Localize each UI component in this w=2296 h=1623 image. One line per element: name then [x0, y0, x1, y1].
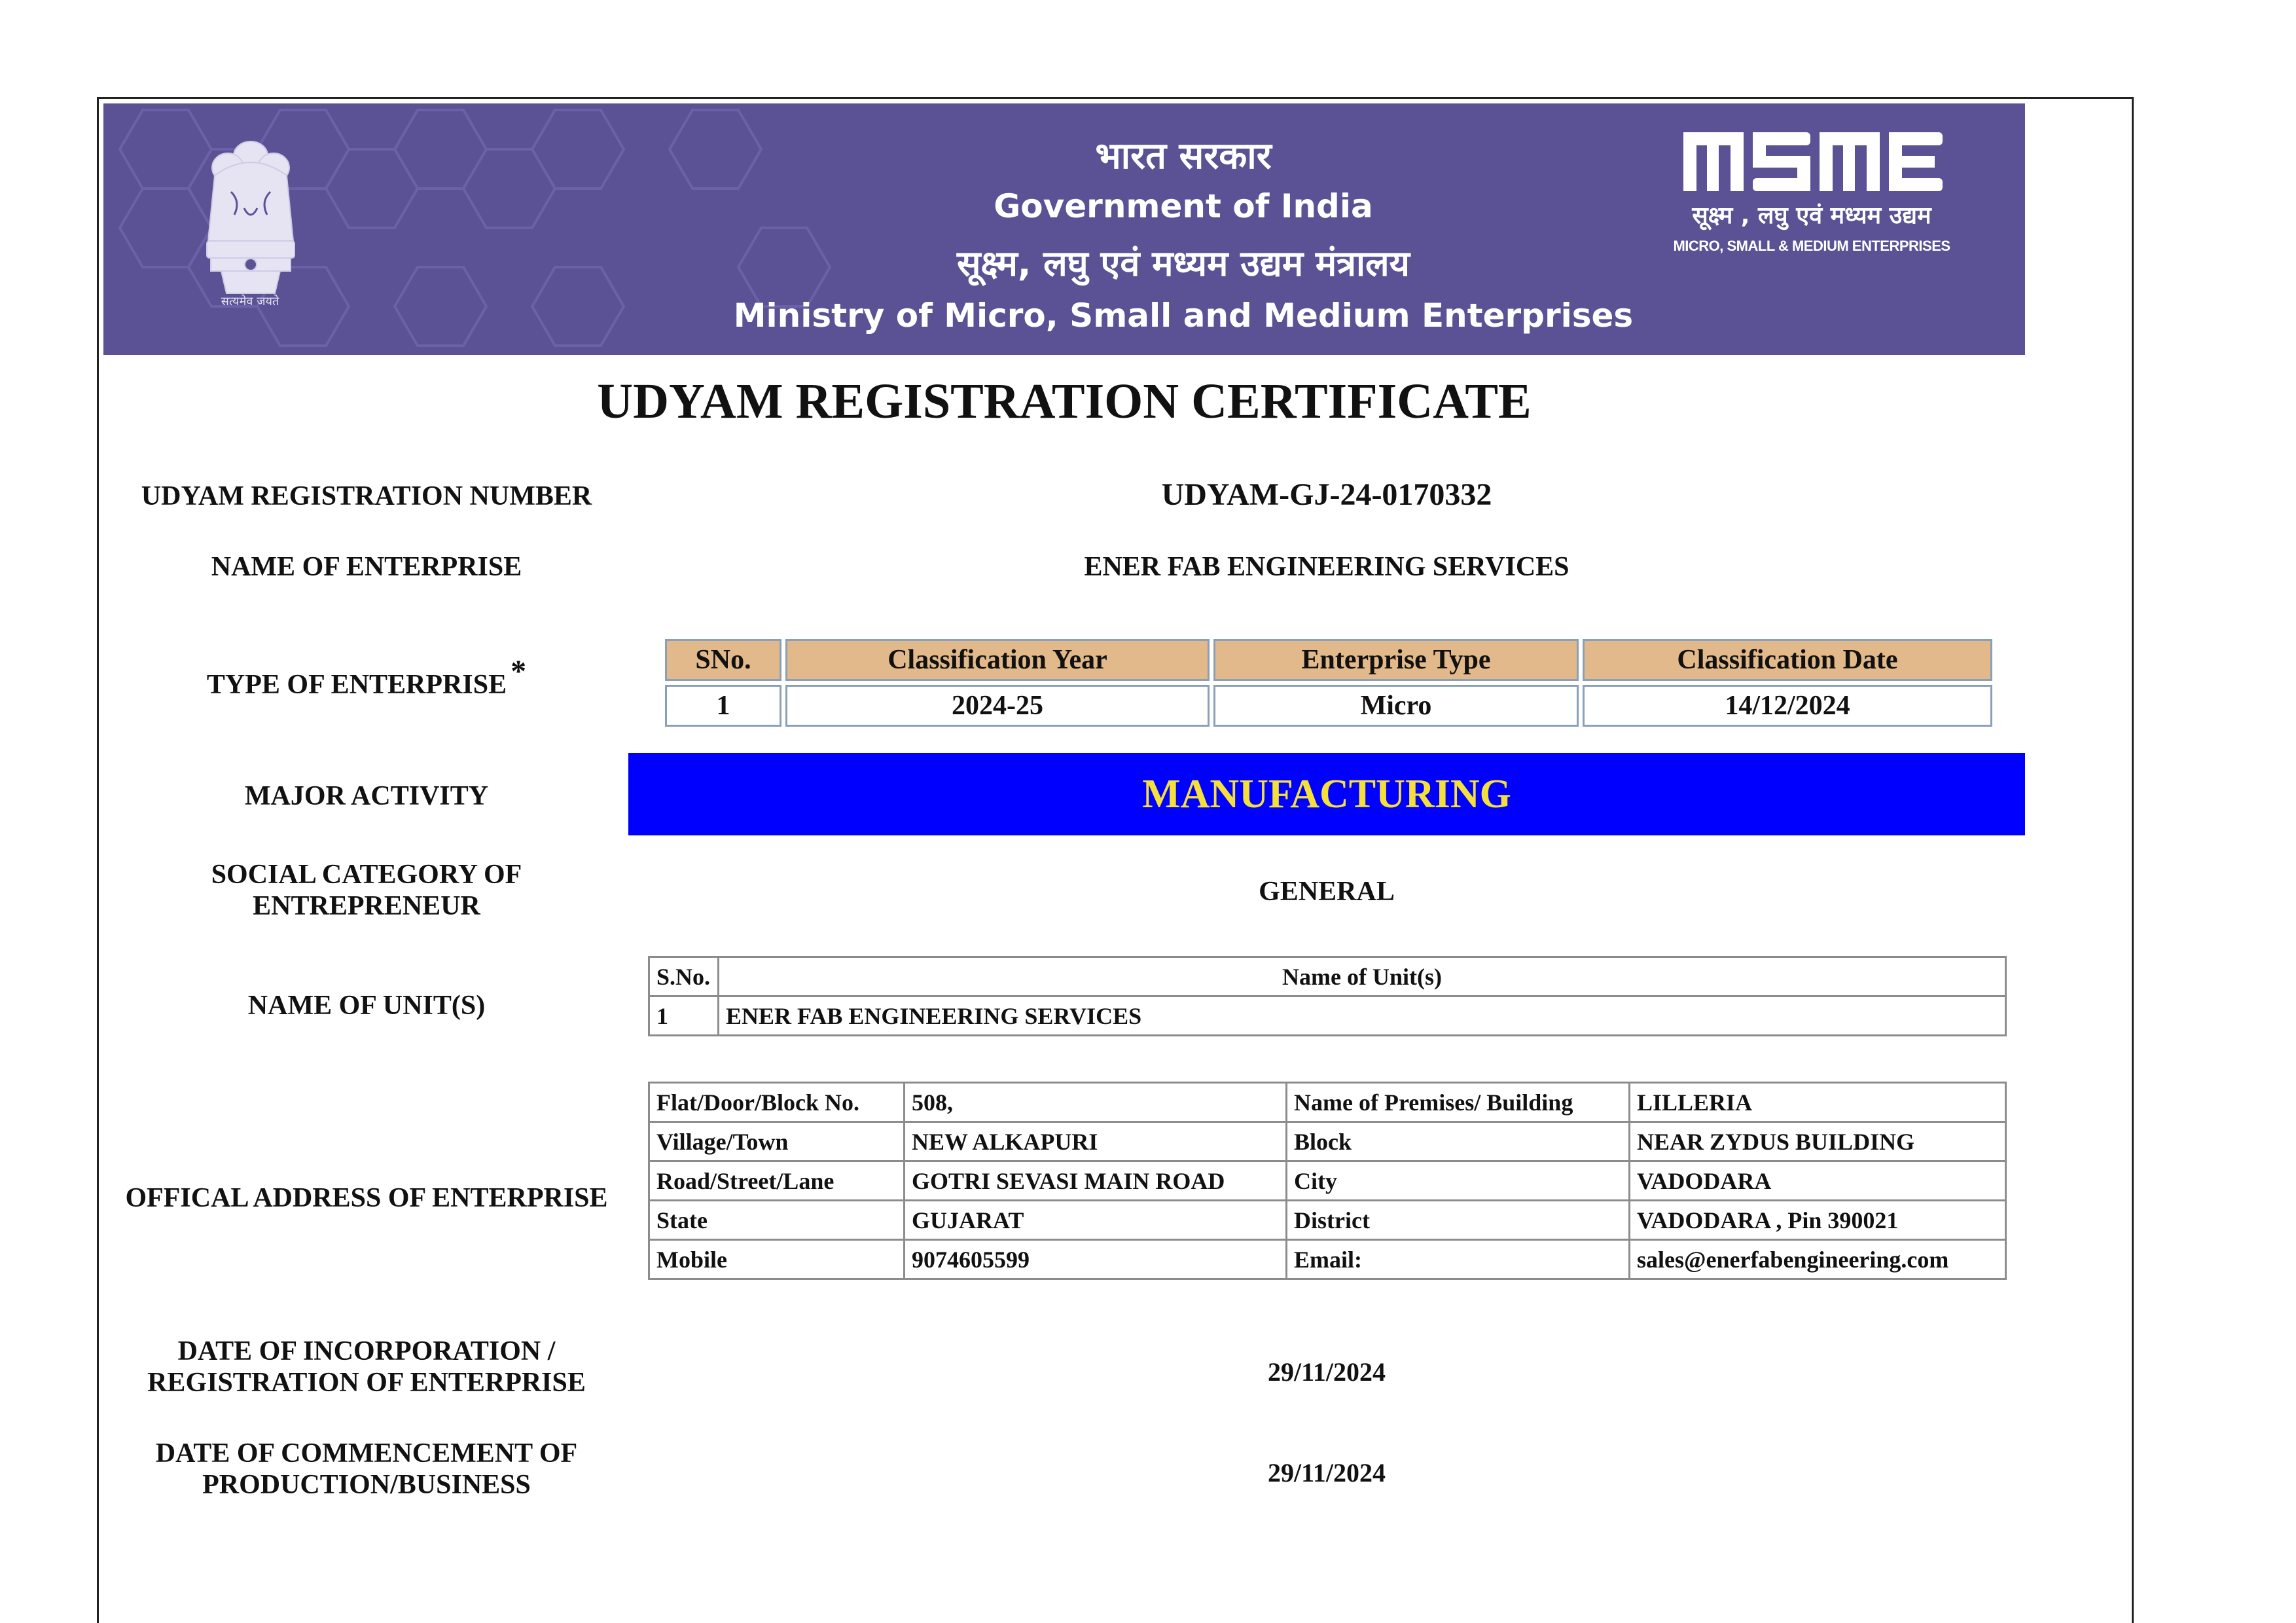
- commencement-date-label: [95, 1438, 638, 1501]
- classification-header-row: [665, 639, 1992, 681]
- address-field-label: Mobile: [649, 1240, 905, 1279]
- incorporation-label-line2: REGISTRATION OF ENTERPRISE: [147, 1368, 586, 1398]
- column-header: Classification Year: [785, 639, 1210, 681]
- registration-number-value: UDYAM-GJ-24-0170332: [1161, 477, 1492, 512]
- social-category-value: GENERAL: [1259, 877, 1395, 907]
- table-cell: Micro: [1213, 685, 1579, 727]
- msme-english-caption: MICRO, SMALL & MEDIUM ENTERPRISES: [1673, 238, 1950, 254]
- table-row: [649, 996, 2006, 1036]
- address-field-label: Email:: [1287, 1240, 1630, 1279]
- address-field-value: 9074605599: [905, 1240, 1287, 1279]
- column-header: SNo.: [665, 639, 781, 681]
- table-row: [649, 1083, 2006, 1122]
- table-cell: 1: [649, 996, 719, 1036]
- address-field-label: Village/Town: [649, 1122, 905, 1161]
- table-cell: 14/12/2024: [1583, 685, 1992, 727]
- major-activity-label: MAJOR ACTIVITY: [244, 781, 489, 811]
- enterprise-name-value: ENER FAB ENGINEERING SERVICES: [1084, 552, 1570, 582]
- registration-number-label: UDYAM REGISTRATION NUMBER: [141, 481, 592, 511]
- address-field-label: Road/Street/Lane: [649, 1161, 905, 1201]
- units-header-row: [649, 957, 2006, 996]
- address-field-label: Name of Premises/ Building: [1287, 1083, 1630, 1122]
- commencement-label-line2: PRODUCTION/BUSINESS: [202, 1470, 531, 1500]
- address-label: OFFICAL ADDRESS OF ENTERPRISE: [125, 1183, 608, 1213]
- table-row: [649, 1161, 2006, 1201]
- email-value[interactable]: sales@enerfabengineering.com: [1630, 1240, 2006, 1279]
- table-row: [649, 1240, 2006, 1279]
- incorporation-date-value: 29/11/2024: [1267, 1357, 1386, 1387]
- english-ministry-title: Ministry of Micro, Small and Medium Enterprises: [733, 297, 1634, 335]
- msme-hindi-caption: सूक्ष्म , लघु एवं मध्यम उद्यम: [1692, 202, 1931, 229]
- commencement-label-line1: DATE OF COMMENCEMENT OF: [155, 1438, 578, 1468]
- address-field-label: Flat/Door/Block No.: [649, 1083, 905, 1122]
- address-field-label: City: [1287, 1161, 1630, 1201]
- units-table: [648, 956, 2007, 1036]
- certificate-title: UDYAM REGISTRATION CERTIFICATE: [597, 374, 1532, 429]
- address-field-value: 508,: [905, 1083, 1287, 1122]
- english-government-title: Government of India: [994, 187, 1373, 225]
- hindi-ministry-title: सूक्ष्म, लघु एवं मध्यम उद्यम मंत्रालय: [957, 243, 1410, 284]
- table-row: [649, 1122, 2006, 1161]
- address-field-value: GOTRI SEVASI MAIN ROAD: [905, 1161, 1287, 1201]
- column-header: S.No.: [649, 957, 719, 996]
- enterprise-type-label-text: TYPE OF ENTERPRISE: [206, 670, 507, 700]
- asterisk-mark: *: [511, 654, 527, 689]
- hindi-government-title: भारत सरकार: [1095, 135, 1272, 177]
- address-field-value: VADODARA: [1630, 1161, 2006, 1201]
- incorporation-label-line1: DATE OF INCORPORATION /: [177, 1336, 556, 1366]
- enterprise-type-label: [95, 654, 638, 701]
- incorporation-date-label: [95, 1336, 638, 1398]
- table-cell: ENER FAB ENGINEERING SERVICES: [719, 996, 2006, 1036]
- address-field-value: LILLERIA: [1630, 1083, 2006, 1122]
- social-category-label: [95, 859, 638, 922]
- social-category-label-line1: SOCIAL CATEGORY OF: [211, 860, 522, 890]
- address-field-value: VADODARA , Pin 390021: [1630, 1201, 2006, 1240]
- emblem-motto: सत्यमेव जयते: [221, 295, 279, 308]
- msme-logo-icon: [1682, 126, 1944, 198]
- column-header: Enterprise Type: [1213, 639, 1579, 681]
- table-row: [649, 1201, 2006, 1240]
- social-category-label-line2: ENTREPRENEUR: [253, 891, 480, 921]
- address-field-label: District: [1287, 1201, 1630, 1240]
- enterprise-name-label: NAME OF ENTERPRISE: [211, 552, 522, 582]
- header-banner: [103, 103, 2025, 355]
- table-cell: 1: [665, 685, 781, 727]
- major-activity-value: MANUFACTURING: [628, 753, 2025, 835]
- address-field-value: GUJARAT: [905, 1201, 1287, 1240]
- classification-table: [661, 635, 1996, 731]
- column-header: Classification Date: [1583, 639, 1992, 681]
- address-field-value: NEW ALKAPURI: [905, 1122, 1287, 1161]
- column-header: Name of Unit(s): [719, 957, 2006, 996]
- commencement-date-value: 29/11/2024: [1267, 1458, 1386, 1487]
- table-row: [665, 685, 1992, 727]
- table-cell: 2024-25: [785, 685, 1210, 727]
- address-field-label: Block: [1287, 1122, 1630, 1161]
- address-table: [648, 1082, 2007, 1280]
- address-field-value: NEAR ZYDUS BUILDING: [1630, 1122, 2006, 1161]
- address-field-label: State: [649, 1201, 905, 1240]
- units-label: NAME OF UNIT(S): [247, 991, 486, 1021]
